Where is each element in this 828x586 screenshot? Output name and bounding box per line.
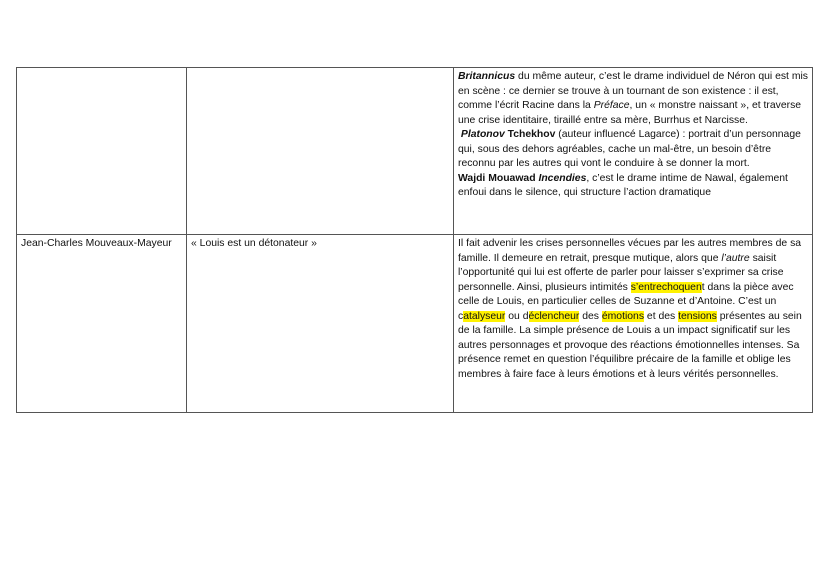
paragraph-text: et des — [644, 310, 679, 322]
highlighted-text: émotions — [601, 310, 645, 322]
table-row — [17, 68, 813, 235]
highlighted-text: tensions — [678, 310, 717, 322]
paragraph-britannicus — [458, 70, 808, 128]
work-title: Britannicus — [458, 71, 516, 82]
highlighted-text: s’entrechoquen — [630, 281, 702, 293]
cell-analysis — [454, 68, 813, 235]
work-title: Incendies — [538, 172, 587, 184]
work-title: Platonov — [460, 129, 505, 140]
cell-quote — [187, 68, 454, 235]
paragraph-text: saisit l’opportunité qui lui est offerte de parler pour laisser s’exprimer sa crise personnelle. Ainsi, plusieurs intimités — [458, 252, 784, 293]
paragraph-text: des — [579, 310, 602, 322]
paragraph-text: présentes au sein de la famille. La simple présence de Louis a un impact significatif sur les autres personnages et provoque des réactions émotionnelles intenses. Sa présence remet en question l’équilibre précaire de la famille et oblige les membres à faire face à leurs émotions et à leurs vérités personnelles. — [458, 310, 802, 380]
highlighted-text: éclencheur — [528, 310, 580, 322]
paragraph-text: (auteur influencé Lagarce) : portrait d’un personnage qui, sous des dehors agréables, cache un mal-être, un besoin d’être reconnu par les autres qui vont le conduire à se donner la mort. — [458, 129, 801, 169]
cell-author: Jean-Charles Mouveaux-Mayeur — [17, 235, 187, 413]
paragraph-text: , un « monstre naissant », et traverse une crise identitaire, tiraillé entre sa mère, Burrhus et Narcisse. — [458, 100, 802, 126]
document-table — [16, 67, 813, 413]
highlighted-text: atalyseur — [463, 310, 506, 322]
paragraph-text: ou d — [505, 310, 529, 322]
paragraph-text: t dans la pièce avec celle de Louis, en particulier celles de Suzanne et d’Antoine. C’est un c — [458, 281, 794, 322]
paragraph-text: Il fait advenir les crises personnelles vécues par les autres membres de sa famille. Il demeure en retrait, presque mutique, alors que — [458, 238, 802, 264]
cell-analysis — [454, 235, 813, 413]
table-row — [17, 235, 813, 413]
work-title: Préface — [593, 100, 630, 111]
emphasis-text: l’autre — [721, 252, 750, 264]
author-name: Tchekhov — [504, 129, 556, 140]
paragraph-text: du même auteur, c’est le drame individuel de Néron qui est mis en scène : ce dernier se trouve à un tournant de son existence : il est, comme l’écrit Racine dans la — [458, 71, 808, 111]
paragraph-platonov — [458, 128, 808, 172]
cell-author — [17, 68, 187, 235]
author-name: Wajdi Mouawad — [458, 172, 539, 184]
paragraph-incendies — [458, 172, 808, 201]
cell-quote: « Louis est un détonateur » — [187, 235, 454, 413]
paragraph-text: , c’est le drame intime de Nawal, également enfoui dans le silence, qui structure l’action dramatique — [458, 172, 788, 198]
